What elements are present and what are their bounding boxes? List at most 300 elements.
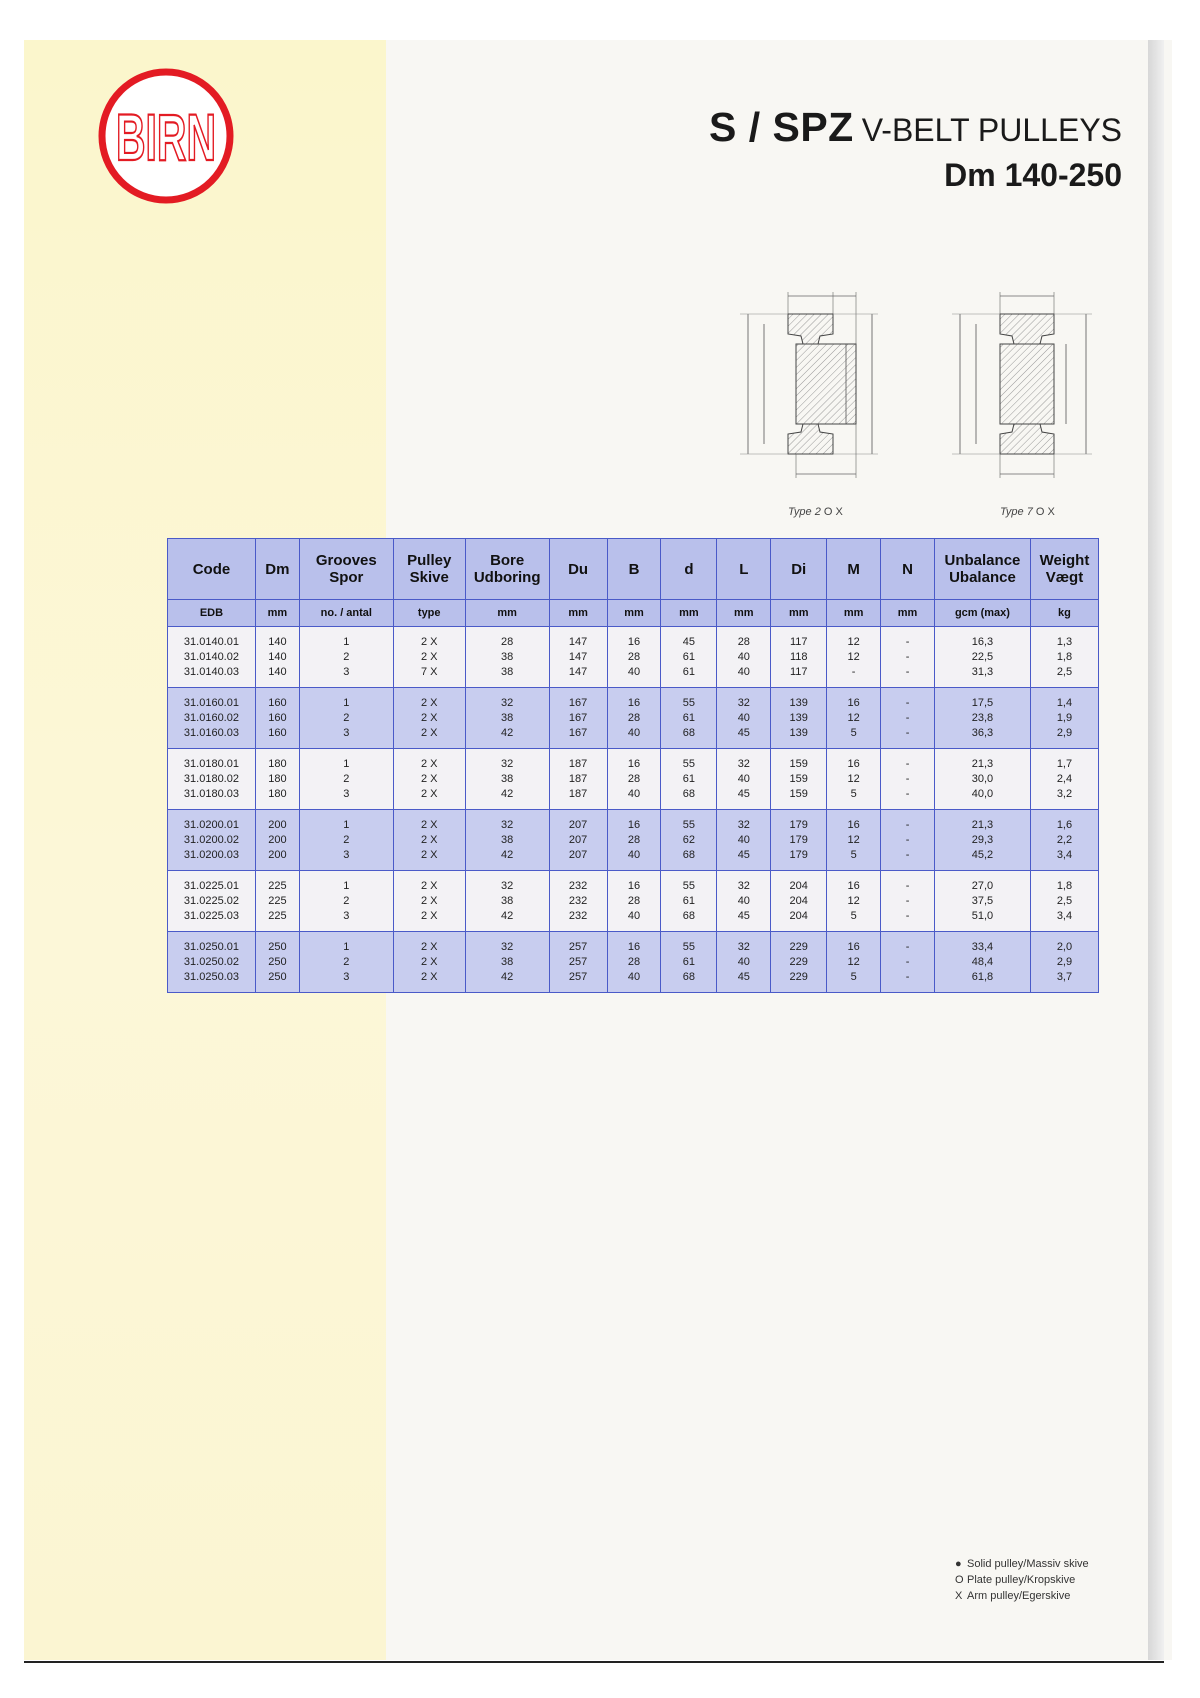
unit-cell: mm — [607, 600, 661, 627]
cell-value: 140 — [268, 665, 287, 678]
table-cell — [168, 627, 256, 688]
cell-value: 38 — [501, 894, 514, 907]
page-edge-shadow — [1148, 40, 1164, 1660]
cell-value: 1 — [343, 696, 350, 709]
cell-value: 42 — [501, 970, 514, 983]
cell-value: - — [905, 970, 910, 983]
solid-dot-icon: ● — [955, 1558, 962, 1570]
table-cell — [881, 932, 935, 993]
cell-value: 225 — [268, 879, 287, 892]
cell-value: 207 — [568, 833, 588, 846]
cell-value: 55 — [682, 940, 696, 953]
cell-value: 31.0200.01 — [183, 818, 239, 831]
cell-value: 31.0250.02 — [183, 955, 239, 968]
title-profile: S / SPZ — [708, 104, 854, 150]
table-cell — [393, 627, 465, 688]
unit-cell: EDB — [168, 600, 256, 627]
table-cell — [934, 688, 1030, 749]
cell-value: 38 — [501, 955, 514, 968]
cell-value: 225 — [268, 909, 287, 922]
cell-value: 40 — [737, 772, 750, 785]
table-cell — [717, 627, 771, 688]
table-cell — [255, 932, 299, 993]
table-row — [168, 932, 1099, 993]
table-cell — [168, 871, 256, 932]
cell-value: 5 — [850, 787, 857, 800]
cell-value: 28 — [627, 955, 641, 968]
cell-value: 3 — [343, 848, 350, 861]
cell-value: 28 — [627, 833, 641, 846]
cell-value: 2,9 — [1056, 726, 1073, 739]
header-di: Di — [771, 539, 827, 600]
cell-value: 2 X — [420, 894, 438, 907]
cell-value: 2 — [343, 955, 350, 968]
cell-value: 204 — [789, 894, 808, 907]
cell-value: 139 — [789, 726, 808, 739]
cell-value: - — [905, 894, 910, 907]
cell-value: 12 — [847, 955, 860, 968]
table-cell — [607, 871, 661, 932]
cell-value: 42 — [501, 726, 514, 739]
cell-value: 40 — [737, 894, 750, 907]
diagram-type-name: Type 7 — [1000, 506, 1033, 518]
cell-value: 257 — [568, 940, 588, 953]
cell-value: 31.0225.02 — [183, 894, 239, 907]
cell-value: 28 — [627, 650, 641, 663]
cell-value: 42 — [501, 909, 514, 922]
cell-value: 31.0160.03 — [183, 726, 239, 739]
cell-value: 207 — [568, 818, 588, 831]
cell-value: 2 X — [420, 757, 438, 770]
cell-value: 16 — [627, 879, 641, 892]
cell-value: 2 X — [420, 955, 438, 968]
table-cell — [465, 627, 549, 688]
diagram-type-symbols: O X — [823, 506, 843, 518]
cell-value: 27,0 — [971, 879, 994, 892]
cell-value: - — [905, 818, 910, 831]
cell-value: 45,2 — [971, 848, 994, 861]
cell-value: 2,0 — [1056, 940, 1073, 953]
cell-value: 45 — [737, 787, 750, 800]
ring-icon: O — [955, 1574, 964, 1586]
cell-value: 31.0200.02 — [183, 833, 239, 846]
cell-value: 16 — [627, 757, 641, 770]
cell-value: 32 — [501, 757, 514, 770]
cell-value: - — [905, 696, 910, 709]
cell-value: 30,0 — [971, 772, 994, 785]
table-cell — [771, 932, 827, 993]
table-cell — [168, 749, 256, 810]
cell-value: 12 — [847, 635, 860, 648]
cell-value: 16,3 — [971, 635, 994, 648]
page-title — [709, 104, 1122, 194]
cell-value: 55 — [682, 757, 696, 770]
cell-value: 225 — [268, 894, 287, 907]
table-cell — [607, 688, 661, 749]
pulley-cross-section-drawing — [738, 284, 898, 499]
cell-value: 160 — [268, 696, 287, 709]
cell-value: 1 — [343, 879, 350, 892]
cell-value: 12 — [847, 650, 860, 663]
cell-value: 17,5 — [971, 696, 994, 709]
cell-value: 2 — [343, 833, 350, 846]
diagram-type-label — [1000, 506, 1055, 518]
cell-value: 31.0180.01 — [183, 757, 239, 770]
cell-value: 2 X — [420, 833, 438, 846]
cell-value: 38 — [501, 772, 514, 785]
cell-value: 16 — [627, 940, 641, 953]
cell-value: 21,3 — [971, 818, 994, 831]
cell-value: 40 — [737, 833, 750, 846]
cell-value: 31.0200.03 — [183, 848, 239, 861]
cell-value: - — [905, 665, 910, 678]
cell-value: 2 X — [420, 970, 438, 983]
cell-value: 2 X — [420, 635, 438, 648]
table-cell — [661, 932, 717, 993]
cell-value: - — [851, 665, 856, 678]
table-cell — [549, 688, 607, 749]
cell-value: 232 — [568, 879, 588, 892]
cell-value: 3,4 — [1056, 909, 1073, 922]
cell-value: 32 — [737, 696, 750, 709]
table-cell — [299, 749, 393, 810]
cell-value: 140 — [268, 650, 287, 663]
cell-value: - — [905, 726, 910, 739]
table-cell — [168, 688, 256, 749]
cell-value: 3 — [343, 909, 350, 922]
table-cell — [168, 932, 256, 993]
cell-value: 2,5 — [1056, 894, 1073, 907]
unit-cell: no. / antal — [299, 600, 393, 627]
unit-cell: mm — [771, 600, 827, 627]
cell-value: 16 — [627, 635, 641, 648]
cell-value: 5 — [850, 848, 857, 861]
cell-value: - — [905, 940, 910, 953]
table-row — [168, 627, 1099, 688]
cell-value: 139 — [789, 711, 808, 724]
cell-value: 179 — [789, 833, 808, 846]
cell-value: 12 — [847, 894, 860, 907]
cell-value: 68 — [682, 848, 696, 861]
table-cell — [934, 749, 1030, 810]
cell-value: - — [905, 635, 910, 648]
cell-value: 2 X — [420, 711, 438, 724]
cell-value: 45 — [737, 970, 750, 983]
cell-value: 61,8 — [971, 970, 994, 983]
cell-value: 31.0180.03 — [183, 787, 239, 800]
table-cell — [717, 749, 771, 810]
table-cell — [771, 688, 827, 749]
table-cell — [827, 871, 881, 932]
cell-value: 5 — [850, 726, 857, 739]
cell-value: 1,9 — [1056, 711, 1073, 724]
cell-value: 45 — [737, 909, 750, 922]
cell-value: 31.0140.02 — [183, 650, 239, 663]
table-cell — [661, 810, 717, 871]
header-weight: Weight Vægt — [1030, 539, 1098, 600]
cell-value: 40 — [627, 726, 641, 739]
cell-value: 40 — [737, 711, 750, 724]
cell-value: 2 X — [420, 787, 438, 800]
unit-cell: mm — [255, 600, 299, 627]
cell-value: 61 — [682, 955, 696, 968]
table-cell — [881, 871, 935, 932]
table-cell — [717, 871, 771, 932]
table-cell — [827, 810, 881, 871]
cell-value: 40 — [627, 787, 641, 800]
table-cell — [881, 627, 935, 688]
cell-value: 180 — [268, 757, 287, 770]
unit-cell: mm — [549, 600, 607, 627]
unit-cell: type — [393, 600, 465, 627]
cell-value: 21,3 — [971, 757, 994, 770]
diagram-type-label — [788, 506, 843, 518]
table-cell — [299, 871, 393, 932]
header-unbalance: Unbalance Ubalance — [934, 539, 1030, 600]
cell-value: 1,8 — [1056, 879, 1073, 892]
table-cell — [881, 810, 935, 871]
page-bottom-line — [24, 1661, 1164, 1663]
cell-value: - — [905, 909, 910, 922]
cell-value: 2 — [343, 894, 350, 907]
cell-value: 28 — [627, 772, 641, 785]
table-cell — [393, 932, 465, 993]
diagram-type-name: Type 2 — [788, 506, 821, 518]
cell-value: 38 — [501, 833, 514, 846]
cell-value: 40 — [627, 665, 641, 678]
cell-value: 200 — [268, 818, 287, 831]
table-cell — [934, 627, 1030, 688]
cell-value: 62 — [682, 833, 696, 846]
cell-value: - — [905, 650, 910, 663]
header-code: Code — [168, 539, 256, 600]
cell-value: 5 — [850, 909, 857, 922]
cell-value: 3 — [343, 787, 350, 800]
cell-value: 3 — [343, 970, 350, 983]
cell-value: 2 — [343, 650, 350, 663]
cell-value: 40 — [737, 650, 750, 663]
cell-value: 229 — [789, 970, 808, 983]
cell-value: 31.0180.02 — [183, 772, 239, 785]
table-header-row — [168, 539, 1099, 600]
cell-value: 68 — [682, 909, 696, 922]
table-cell — [881, 688, 935, 749]
cell-value: 2 X — [420, 726, 438, 739]
table-cell — [1030, 627, 1098, 688]
cell-value: 2 X — [420, 772, 438, 785]
cell-value: 159 — [789, 757, 808, 770]
cell-value: - — [905, 711, 910, 724]
title-range: Dm 140-250 — [944, 157, 1122, 193]
table-cell — [1030, 688, 1098, 749]
unit-cell: kg — [1030, 600, 1098, 627]
legend-item-solid: ● Solid pulley/Massiv skive — [955, 1558, 1089, 1570]
cell-value: 167 — [568, 696, 588, 709]
cell-value: 68 — [682, 726, 696, 739]
cell-value: 55 — [682, 818, 696, 831]
legend-item-arm: X Arm pulley/Egerskive — [955, 1590, 1071, 1602]
table-cell — [661, 749, 717, 810]
unit-cell: mm — [661, 600, 717, 627]
cell-value: 68 — [682, 970, 696, 983]
cell-value: 61 — [682, 894, 696, 907]
table-cell — [771, 871, 827, 932]
cell-value: 45 — [737, 848, 750, 861]
table-cell — [771, 627, 827, 688]
cell-value: - — [905, 955, 910, 968]
table-cell — [827, 688, 881, 749]
table-cell — [465, 871, 549, 932]
table-row — [168, 749, 1099, 810]
cell-value: 204 — [789, 879, 808, 892]
table-cell — [827, 627, 881, 688]
table-cell — [881, 749, 935, 810]
cell-value: 2 X — [420, 940, 438, 953]
table-cell — [465, 688, 549, 749]
cell-value: 16 — [847, 696, 860, 709]
cell-value: 204 — [789, 909, 808, 922]
pulley-cross-section-drawing — [950, 284, 1110, 499]
table-cell — [549, 627, 607, 688]
diagram-type-symbols: O X — [1035, 506, 1055, 518]
pulley-diagram-type-2 — [738, 284, 898, 532]
table-cell — [771, 810, 827, 871]
table-cell — [393, 871, 465, 932]
birn-logo — [98, 68, 234, 204]
cell-value: 28 — [737, 635, 750, 648]
cell-value: 16 — [847, 818, 860, 831]
unit-cell: mm — [827, 600, 881, 627]
cell-value: 2 X — [420, 696, 438, 709]
cell-value: 38 — [501, 665, 514, 678]
cell-value: 32 — [737, 940, 750, 953]
cell-value: 2 X — [420, 818, 438, 831]
cell-value: 3,2 — [1056, 787, 1073, 800]
table-cell — [168, 810, 256, 871]
cell-value: 1 — [343, 757, 350, 770]
cell-value: 16 — [847, 879, 860, 892]
table-cell — [827, 749, 881, 810]
cell-value: 3 — [343, 726, 350, 739]
cell-value: 31.0140.01 — [183, 635, 239, 648]
cell-value: 61 — [682, 665, 696, 678]
cell-value: 40 — [627, 848, 641, 861]
cell-value: 40,0 — [971, 787, 994, 800]
cell-value: 140 — [268, 635, 287, 648]
pulley-diagram-type-7 — [950, 284, 1110, 532]
cell-value: 68 — [682, 787, 696, 800]
cell-value: 33,4 — [971, 940, 994, 953]
cell-value: 1,6 — [1056, 818, 1073, 831]
table-cell — [255, 871, 299, 932]
table-cell — [717, 932, 771, 993]
cell-value: 32 — [501, 696, 514, 709]
header-grooves: Grooves Spor — [299, 539, 393, 600]
cell-value: 2,4 — [1056, 772, 1073, 785]
table-row — [168, 688, 1099, 749]
cell-value: 139 — [789, 696, 808, 709]
table-units-row — [168, 600, 1099, 627]
cell-value: 250 — [268, 940, 287, 953]
cell-value: 257 — [568, 955, 588, 968]
cell-value: 12 — [847, 711, 860, 724]
cell-value: 55 — [682, 696, 696, 709]
cell-value: 31.0160.02 — [183, 711, 239, 724]
table-cell — [607, 627, 661, 688]
table-cell — [771, 749, 827, 810]
header-dm: Dm — [255, 539, 299, 600]
cell-value: 160 — [268, 711, 287, 724]
cell-value: 167 — [568, 711, 588, 724]
cell-value: 1,7 — [1056, 757, 1073, 770]
unit-cell: gcm (max) — [934, 600, 1030, 627]
cell-value: 42 — [501, 787, 514, 800]
cell-value: 40 — [627, 970, 641, 983]
cell-value: 31.0160.01 — [183, 696, 239, 709]
header-bore: Bore Udboring — [465, 539, 549, 600]
table-cell — [255, 749, 299, 810]
cell-value: 32 — [501, 879, 514, 892]
cell-value: 12 — [847, 772, 860, 785]
cell-value: - — [905, 757, 910, 770]
cell-value: 28 — [501, 635, 514, 648]
cell-value: 16 — [847, 757, 860, 770]
header-b: B — [607, 539, 661, 600]
cell-value: 118 — [789, 650, 808, 663]
header-l: L — [717, 539, 771, 600]
cell-value: 31.0140.03 — [183, 665, 239, 678]
cell-value: 232 — [568, 894, 588, 907]
cell-value: 200 — [268, 833, 287, 846]
table-cell — [717, 688, 771, 749]
header-d: d — [661, 539, 717, 600]
cell-value: 22,5 — [971, 650, 994, 663]
table-cell — [1030, 871, 1098, 932]
table-cell — [465, 810, 549, 871]
cell-value: 16 — [627, 818, 641, 831]
cell-value: 160 — [268, 726, 287, 739]
cell-value: 12 — [847, 833, 860, 846]
cell-value: 117 — [789, 665, 808, 678]
table-cell — [299, 688, 393, 749]
table-cell — [549, 749, 607, 810]
cell-value: 2 X — [420, 848, 438, 861]
cell-value: 3 — [343, 665, 350, 678]
cell-value: 37,5 — [971, 894, 994, 907]
cell-value: 32 — [737, 757, 750, 770]
table-cell — [255, 688, 299, 749]
cell-value: 117 — [789, 635, 808, 648]
cell-value: 1,3 — [1056, 635, 1073, 648]
table-cell — [299, 932, 393, 993]
cell-value: 61 — [682, 772, 696, 785]
cell-value: 29,3 — [971, 833, 994, 846]
legend-item-plate: O Plate pulley/Kropskive — [955, 1574, 1076, 1586]
table-cell — [607, 810, 661, 871]
cell-value: 38 — [501, 650, 514, 663]
cell-value: 3,4 — [1056, 848, 1073, 861]
cell-value: 2,2 — [1056, 833, 1073, 846]
table-row — [168, 871, 1099, 932]
cell-value: 61 — [682, 650, 696, 663]
header-m: M — [827, 539, 881, 600]
table-cell — [255, 810, 299, 871]
table-cell — [1030, 932, 1098, 993]
cell-value: 45 — [737, 726, 750, 739]
cell-value: 187 — [568, 787, 588, 800]
table-cell — [465, 932, 549, 993]
cell-value: 179 — [789, 848, 808, 861]
